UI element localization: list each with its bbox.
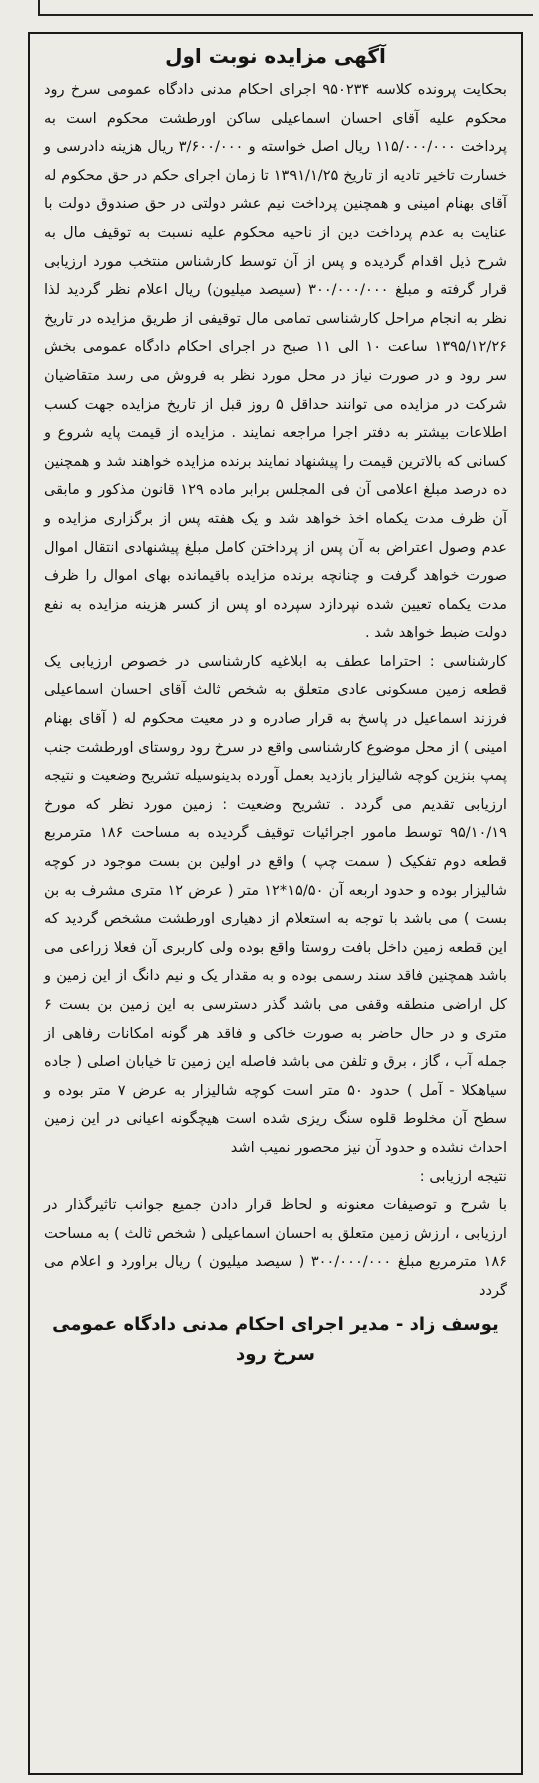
expert-report: کارشناسی : احتراما عطف به ابلاغیه کارشناسی در خصوص ارزیابی یک قطعه زمین مسکونی عادی متعلق به شخص ثالث آقای احسان اسماعیلی فرزند اسماعیل در پاسخ به قرار صادره و در معیت محکوم له ( آقای بهنام امینی ) از محل موضوع کارشناسی واقع در سرخ رود روستای اورطشت جنب پمپ بنزین کوچه شالیزار بازدید بعمل آورده بدینوسیله تشریح وضعیت و نتیجه ارزیابی تقدیم می گردد . تشریح وضعیت : زمین مورد نظر که مورخ ۹۵/۱۰/۱۹ توسط مامور اجرائیات توقیف گردیده به مساحت ۱۸۶ مترمربع قطعه دوم تفکیک ( سمت چپ ) واقع در اولین بن بست موجود در کوچه شالیزار بوده و حدود اربعه آن ۱۵/۵۰*۱۲ متر ( عرض ۱۲ متری مشرف به بن بست ) می باشد با توجه به استعلام از دهیاری اورطشت مشخص گردید که این قطعه زمین داخل بافت روستا واقع بوده ولی کاربری آن فعلا زراعی می باشد همچنین فاقد سند رسمی بوده و به مقدار یک و نیم دانگ از این زمین و کل اراضی منطقه وقفی می باشد گذر دسترسی به این زمین بن بست ۶ متری و در حال حاضر به صورت خاکی و فاقد هر گونه امکانات رفاهی از جمله آب ، گاز ، برق و تلفن می باشد فاصله این زمین تا خیابان اصلی ( جاده سیاهکلا - آمل ) حدود ۵۰ متر است کوچه شالیزار به عرض ۷ متر بوده و سطح آن مخلوط قلوه سنگ ریزی شده است هیچگونه اعیانی در این زمین احداث نشده و حدود آن نیز محصور نمیب اشد	[44, 652, 507, 1156]
evaluation-result: با شرح و توصیفات معنونه و لحاظ قرار دادن جمیع جوانب تاثیرگذار در ارزیابی ، ارزش زمین متعلق به احسان اسماعیلی ( شخص ثالث ) به مساحت ۱۸۶ مترمربع مبلغ ۳۰۰/۰۰۰/۰۰۰ ( سیصد میلیون ) ریال براورد و اعلام می گردد	[44, 1196, 507, 1299]
notice-box	[28, 32, 523, 1775]
notice-body: بحکایت پرونده کلاسه ۹۵۰۲۳۴ اجرای احکام مدنی دادگاه عمومی سرخ رود محکوم علیه آقای احسان اسماعیلی ساکن اورطشت محکوم است به پرداخت ۱۱۵/۰۰۰/۰۰۰ ریال اصل خواسته و ۳/۶۰۰/۰۰۰ ریال هزینه دادرسی و خسارت تاخیر تادیه از تاریخ ۱۳۹۱/۱/۲۵ تا زمان اجرای حکم در حق محکوم له آقای بهنام امینی و همچنین پرداخت نیم عشر دولتی در حق صندوق دولت با عنایت به عدم پرداخت دین از ناحیه محکوم علیه نسبت به توقیف مال به شرح ذیل اقدام گردیده و پس از آن توسط کارشناس منتخب مورد ارزیابی قرار گرفته و مبلغ ۳۰۰/۰۰۰/۰۰۰ (سیصد میلیون) ریال اعلام نظر گردید لذا نظر به انجام مراحل کارشناسی تمامی مال توقیفی از طریق مزایده در تاریخ ۱۳۹۵/۱۲/۲۶ ساعت ۱۰ الی ۱۱ صبح در اجرای احکام دادگاه عمومی بخش سر رود و در صورت نیاز در محل مورد نظر به فروش می رسد متقاضیان شرکت در مزایده می توانند حداقل ۵ روز قبل از تاریخ مزایده جهت کسب اطلاعات بیشتر به دفتر اجرا مراجعه نمایند . مزایده از قیمت پایه شروع و کسانی که بالاترین قیمت را پیشنهاد نمایند برنده مزایده خواهند شد و همچنین ده درصد مبلغ اعلامی آن فی المجلس برابر ماده ۱۲۹ قانون مذکور و مابقی آن ظرف مدت یکماه اخذ خواهد شد و یک هفته پس از برگزاری مزایده و عدم وصول اعتراض به آن پس از پرداختن کامل مبلغ پیشنهادی انتقال اموال صورت خواهد گرفت و چنانچه برنده مزایده باقیمانده بهای اموال را ظرف مدت یکماه تعیین شده نپردازد سپرده او پس از کسر هزینه مزایده به نفع دولت ضبط خواهد شد .	[44, 81, 507, 642]
evaluation-heading: نتیجه ارزیابی :	[419, 1167, 507, 1185]
top-rule	[38, 14, 533, 16]
notice-title: آگهی مزایده نوبت اول	[165, 44, 386, 68]
signature: یوسف زاد - مدیر اجرای احکام مدنی دادگاه عمومی سرخ رود	[52, 1313, 499, 1365]
